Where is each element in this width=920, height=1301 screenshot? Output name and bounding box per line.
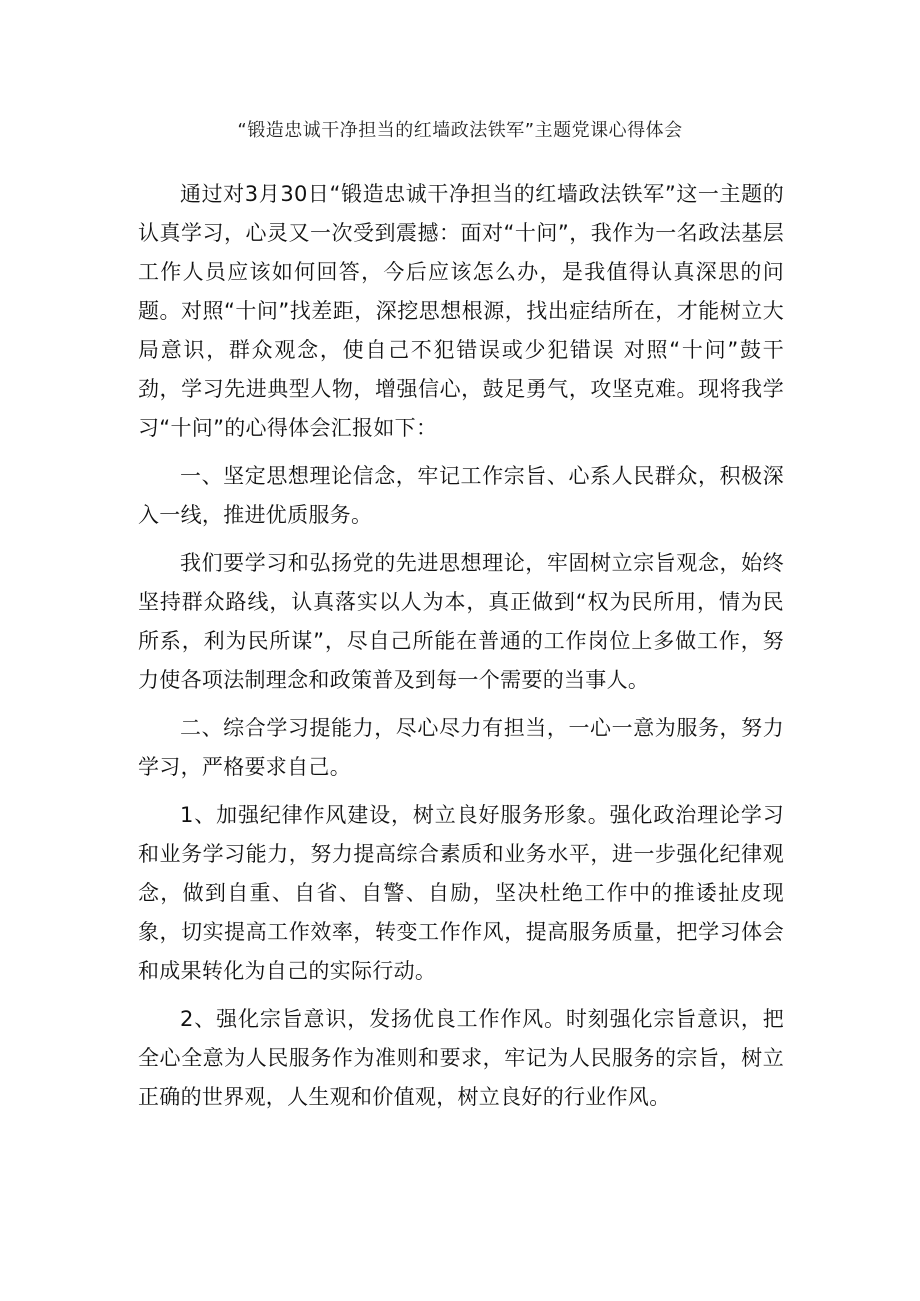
item-1-paragraph: 1、加强纪律作风建设，树立良好服务形象。强化政治理论学习和业务学习能力，努力提高综合素质和业务水平，进一步强化纪律观念，做到自重、自省、自警、自励，坚决杜绝工作中的推诿扯皮现象，切实提高工作效率，转变工作作风，提高服务质量，把学习体会和成果转化为自己的实际行动。: [138, 803, 784, 983]
section-1-paragraph: 我们要学习和弘扬党的先进思想理论，牢固树立宗旨观念，始终坚持群众路线，认真落实以人为本，真正做到“权为民所用，情为民所系，利为民所谋”，尽自己所能在普通的工作岗位上多做工作，努力使各项法制理念和政策普及到每一个需要的当事人。: [138, 551, 784, 692]
section-heading-1: 一、坚定思想理论信念，牢记工作宗旨、心系人民群众，积极深入一线，推进优质服务。: [138, 464, 784, 527]
document-body: [138, 175, 784, 1117]
document-title: “锻造忠诚干净担当的红墙政法铁军”主题党课心得体会: [237, 120, 683, 141]
section-heading-2: 二、综合学习提能力，尽心尽力有担当，一心一意为服务，努力学习，严格要求自己。: [138, 716, 784, 779]
intro-paragraph: 通过对3月30日“锻造忠诚干净担当的红墙政法铁军”这一主题的认真学习，心灵又一次受到震撼：面对“十问”，我作为一名政法基层工作人员应该如何回答，今后应该怎么办，是我值得认真深思的问题。对照“十问”找差距，深挖思想根源，找出症结所在，才能树立大局意识，群众观念，使自己不犯错误或少犯错误 对照“十问”鼓干劲，学习先进典型人物，增强信心，鼓足勇气，攻坚克难。现将我学习“十问”的心得体会汇报如下：: [138, 182, 784, 440]
item-2-paragraph: 2、强化宗旨意识，发扬优良工作作风。时刻强化宗旨意识，把全心全意为人民服务作为准则和要求，牢记为人民服务的宗旨，树立正确的世界观，人生观和价值观，树立良好的行业作风。: [138, 1007, 784, 1109]
